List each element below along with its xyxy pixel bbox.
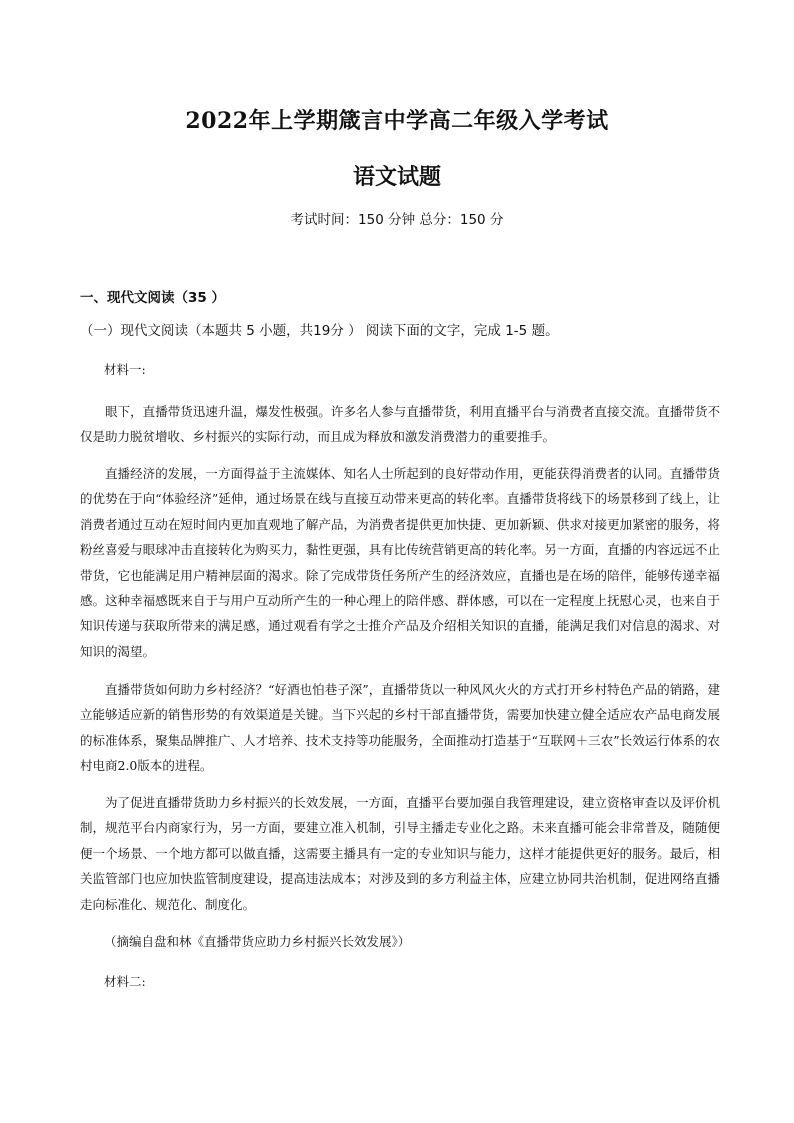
citation: （摘编自盘和林《直播带货应助力乡村振兴长效发展》） (104, 934, 411, 949)
exam-info: 考试时间：150 分钟 总分：150 分 (290, 212, 504, 228)
section-subheading: （一）现代文阅读（本题共 5 小题，共19分 ） 阅读下面的文字，完成 1-5 题。 (80, 323, 559, 339)
paragraph: 直播经济的发展，一方面得益于主流媒体、知名人士所起到的良好带动作用，更能获得消费者的认同。直播带货的优势在于向“体验经济”延伸，通过场景在线与直接互动带来更高的转化率。直播带货将线下的场景移到了线上，让消费者通过互动在短时间内更加直观地了解产品，为消费者提供更加快捷、更加新颖、供求对接更加紧密的服务，将粉丝喜爱与眼球冲击直接转化为购买力，黏性更强，具有比传统营销更高的转化率。另一方面，直播的内容远远不止带货，它也能满足用户精神层面的渴求。除了完成带货任务所产生的经济效应，直播也是在场的陪伴，能够传递幸福感。这种幸福感既来自于与用户互动所产生的一种心理上的陪伴感、群体感，可以在一定程度上抚慰心灵，也来自于知识传递与获取所带来的满足感，通过观看有学之士推介产品及介绍相关知识的直播，能满足我们对信息的渴求、对知识的渴望。 (80, 466, 720, 659)
exam-title: 2022年上学期箴言中学高二年级入学考试 (185, 108, 609, 134)
exam-subtitle: 语文试题 (352, 164, 441, 190)
material-one-label: 材料一: (104, 362, 146, 377)
paragraph: 眼下，直播带货迅速升温，爆发性极强。许多名人参与直播带货，利用直播平台与消费者直接交流。直播带货不仅是助力脱贫增收、乡村振兴的实际行动，而且成为释放和激发消费潜力的重要推手。 (80, 404, 720, 445)
section-heading: 一、现代文阅读（35 ） (80, 290, 225, 306)
material-two-label: 材料二: (104, 974, 146, 989)
paragraph: 为了促进直播带货助力乡村振兴的长效发展，一方面，直播平台要加强自我管理建设，建立资格审查以及评价机制，规范平台内商家行为，另一方面，要建立准入机制，引导主播走专业化之路。未来直播可能会非常普及，随随便便一个场景、一个地方都可以做直播，这需要主播具有一定的专业知识与能力，这样才能提供更好的服务。最后，相关监管部门也应加快监管制度建设，提高违法成本；对涉及到的多方利益主体，应建立协同共治机制，促进网络直播走向标准化、规范化、制度化。 (80, 795, 720, 912)
paragraph: 直播带货如何助力乡村经济？“好酒也怕巷子深”，直播带货以一种风风火火的方式打开乡村特色产品的销路，建立能够适应新的销售形势的有效渠道是关键。当下兴起的乡村干部直播带货，需要加快建立健全适应农产品电商发展的标准体系，聚集品牌推广、人才培养、技术支持等功能服务，全面推动打造基于“互联网＋三农”长效运行体系的农村电商2.0版本的进程。 (80, 682, 720, 774)
